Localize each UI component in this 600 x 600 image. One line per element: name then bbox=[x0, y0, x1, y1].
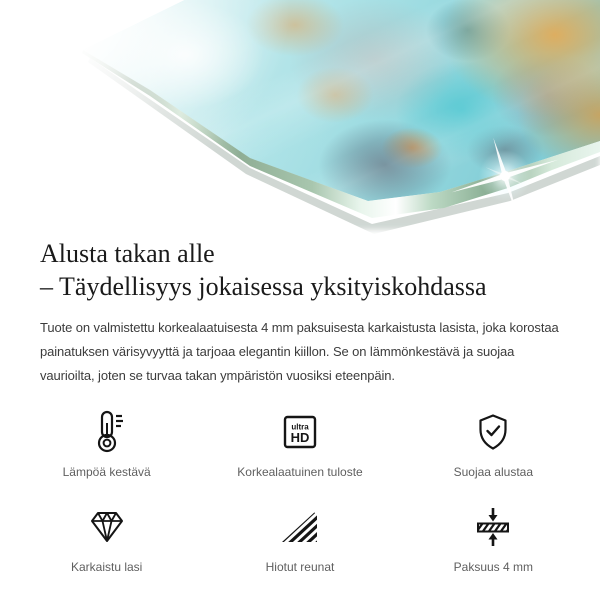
beveled-edges-icon bbox=[280, 503, 320, 551]
feature-thickness bbox=[397, 503, 590, 574]
diamond-icon bbox=[86, 503, 128, 551]
svg-text:ultra: ultra bbox=[291, 422, 309, 432]
feature-polished-edges bbox=[203, 503, 396, 574]
shield-check-icon bbox=[473, 408, 513, 456]
feature-tempered-glass bbox=[10, 503, 203, 574]
feature-label: Korkealaatuinen tuloste bbox=[237, 465, 363, 479]
feature-heat-resistant bbox=[10, 408, 203, 479]
feature-label: Lämpöä kestävä bbox=[62, 465, 151, 479]
product-description: Tuote on valmistettu korkealaatuisesta 4 mm paksuisesta karkaistusta lasista, joka korostaa painatuksen värisyvyyttä ja tarjoaa elegantin kiillon. Se on lämmönkestävä ja suojaa vaurioilta, joten se turvaa takan ympäristön vuosiksi eteenpäin. bbox=[40, 320, 559, 383]
title-line-1: Alusta takan alle bbox=[40, 239, 215, 268]
title-line-2: – Täydellisyys jokaisessa yksityiskohdassa bbox=[40, 272, 487, 301]
feature-label: Paksuus 4 mm bbox=[453, 560, 533, 574]
page-title bbox=[40, 237, 560, 303]
description-section bbox=[0, 237, 600, 388]
feature-label: Karkaistu lasi bbox=[70, 560, 143, 574]
feature-grid bbox=[0, 408, 600, 574]
feature-label: Suojaa alustaa bbox=[453, 465, 534, 479]
thickness-icon bbox=[473, 503, 513, 551]
thermometer-icon bbox=[88, 408, 126, 456]
feature-protects-base bbox=[397, 408, 590, 479]
feature-high-quality-print bbox=[203, 408, 396, 479]
product-glass-panel-image bbox=[0, 0, 600, 230]
feature-label: Hiotut reunat bbox=[265, 560, 335, 574]
svg-text:HD: HD bbox=[290, 430, 310, 445]
ultra-hd-icon bbox=[280, 408, 320, 456]
